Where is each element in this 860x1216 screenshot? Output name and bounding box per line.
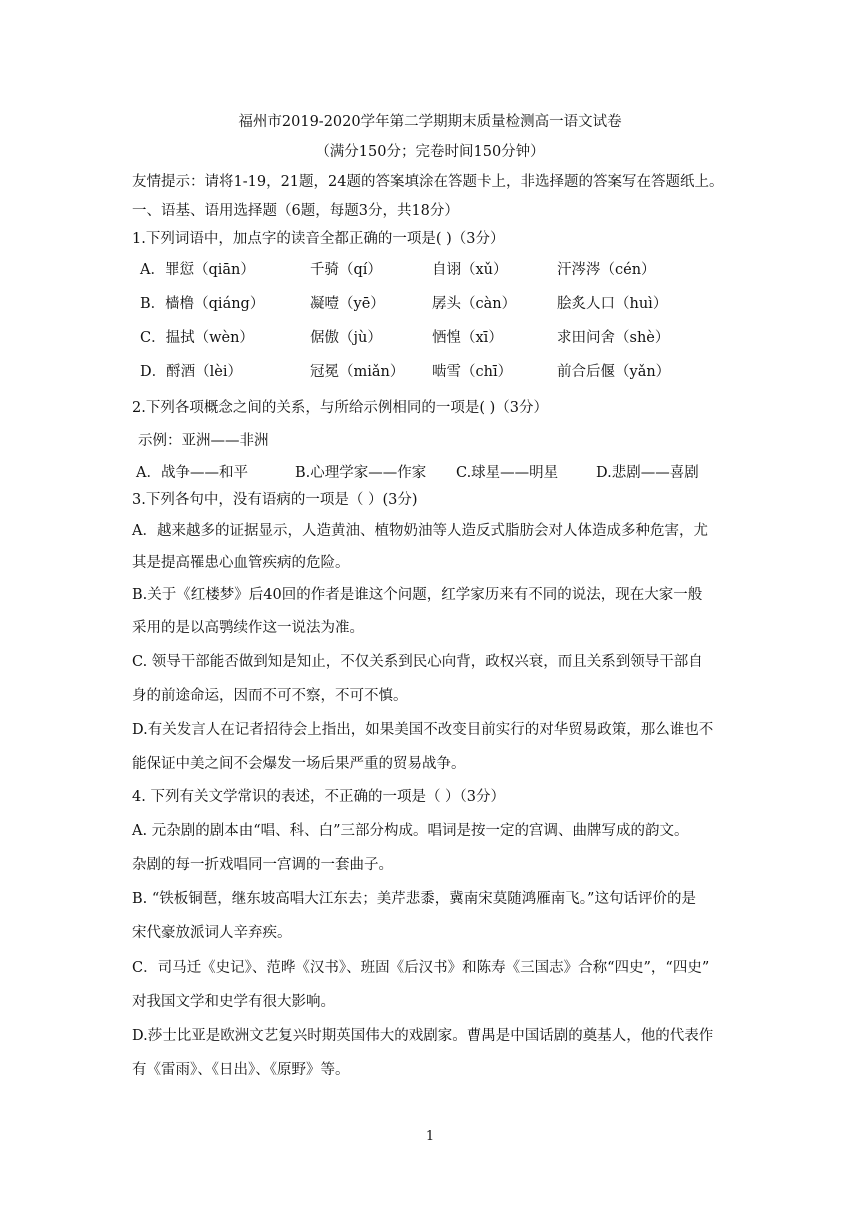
q1-a-word4: 汗涔涔（cén） bbox=[557, 262, 656, 278]
q3-option-a-line2: 其是提高罹患心血管疾病的危险。 bbox=[132, 555, 350, 571]
q2-option-d: D.悲剧——喜剧 bbox=[596, 465, 699, 481]
q2-example: 示例：亚洲——非洲 bbox=[138, 433, 269, 449]
q1-c-word2: 倨傲（jù） bbox=[310, 330, 382, 346]
question-1-stem: 1.下列词语中，加点字的读音全都正确的一项是( )（3分） bbox=[132, 231, 505, 247]
q3-option-d-line2: 能保证中美之间不会爆发一场后果严重的贸易战争。 bbox=[132, 756, 466, 772]
q2-option-a: A．战争——和平 bbox=[136, 465, 248, 481]
q3-option-c-line1: C. 领导干部能否做到知是知止，不仅关系到民心向背，政权兴衰，而且关系到领导干部自 bbox=[132, 654, 703, 670]
q4-option-c-line2: 对我国文学和史学有很大影响。 bbox=[132, 994, 335, 1010]
q1-d-word1: D．酹酒（lèi） bbox=[140, 364, 242, 380]
q1-c-word4: 求田问舍（shè） bbox=[557, 330, 670, 346]
q3-option-d-line1: D.有关发言人在记者招待会上指出，如果美国不改变目前实行的对华贸易政策，那么谁也不 bbox=[132, 722, 714, 738]
q2-option-b: B.心理学家——作家 bbox=[295, 465, 427, 481]
q1-b-word1: B．樯橹（qiáng） bbox=[140, 296, 265, 312]
section-heading: 一、语基、语用选择题（6题，每题3分，共18分） bbox=[132, 203, 459, 219]
q1-b-word4: 脍炙人口（huì） bbox=[557, 296, 668, 312]
q1-d-word3: 啮雪（chī） bbox=[432, 364, 513, 380]
q1-a-word2: 千骑（qí） bbox=[310, 262, 382, 278]
q4-option-b-line1: B. “铁板铜琶，继东坡高唱大江东去；美芹悲黍，冀南宋莫随鸿雁南飞。”这句话评价的是 bbox=[132, 891, 696, 907]
q1-b-word2: 凝噎（yē） bbox=[310, 296, 385, 312]
q1-a-word1: A．罪愆（qiān） bbox=[140, 262, 255, 278]
q1-d-word2: 冠冕（miǎn） bbox=[310, 364, 405, 380]
q2-option-c: C.球星——明星 bbox=[456, 465, 559, 481]
q4-option-b-line2: 宋代豪放派词人辛弃疾。 bbox=[132, 925, 292, 941]
q4-option-a-line1: A. 元杂剧的剧本由“唱、科、白”三部分构成。唱词是按一定的宫调、曲牌写成的韵文。 bbox=[132, 823, 689, 839]
page-number: 1 bbox=[425, 1129, 435, 1144]
q1-a-word3: 自诩（xǔ） bbox=[432, 262, 508, 278]
q1-c-word3: 恓惶（xī） bbox=[432, 330, 503, 346]
q4-option-a-line2: 杂剧的每一折戏唱同一宫调的一套曲子。 bbox=[132, 857, 393, 873]
question-3-stem: 3.下列各句中，没有语病的一项是（ ）(3分) bbox=[132, 492, 418, 508]
exam-title: 福州市2019-2020学年第二学期期末质量检测高一语文试卷 bbox=[238, 114, 622, 130]
question-4-stem: 4. 下列有关文学常识的表述，不正确的一项是（ ）（3分） bbox=[132, 789, 506, 805]
question-2-stem: 2.下列各项概念之间的关系，与所给示例相同的一项是( )（3分） bbox=[132, 400, 548, 416]
q3-option-b-line1: B.关于《红楼梦》后40回的作者是谁这个问题，红学家历来有不同的说法，现在大家一般 bbox=[132, 587, 703, 603]
q3-option-a-line1: A．越来越多的证据显示，人造黄油、植物奶油等人造反式脂肪会对人体造成多种危害，尤 bbox=[132, 523, 708, 539]
q1-c-word1: C．揾拭（wèn） bbox=[140, 330, 254, 346]
q4-option-d-line2: 有《雷雨》、《日出》、《原野》等。 bbox=[132, 1062, 350, 1078]
q3-option-b-line2: 采用的是以高鹗续作这一说法为准。 bbox=[132, 620, 364, 636]
q1-d-word4: 前合后偃（yǎn） bbox=[557, 364, 671, 380]
exam-subtitle: （满分150分；完卷时间150分钟） bbox=[315, 144, 545, 160]
friendly-tip: 友情提示：请将1-19，21题，24题的答案填涂在答题卡上，非选择题的答案写在答题纸上。 bbox=[132, 174, 724, 190]
q1-b-word3: 孱头（càn） bbox=[432, 296, 517, 312]
q4-option-c-line1: C．司马迁《史记》、范晔《汉书》、班固《后汉书》和陈寿《三国志》合称“四史”，“四史” bbox=[132, 960, 710, 976]
q3-option-c-line2: 身的前途命运，因而不可不察，不可不慎。 bbox=[132, 688, 408, 704]
q4-option-d-line1: D.莎士比亚是欧洲文艺复兴时期英国伟大的戏剧家。曹禺是中国话剧的奠基人，他的代表作 bbox=[132, 1028, 714, 1044]
